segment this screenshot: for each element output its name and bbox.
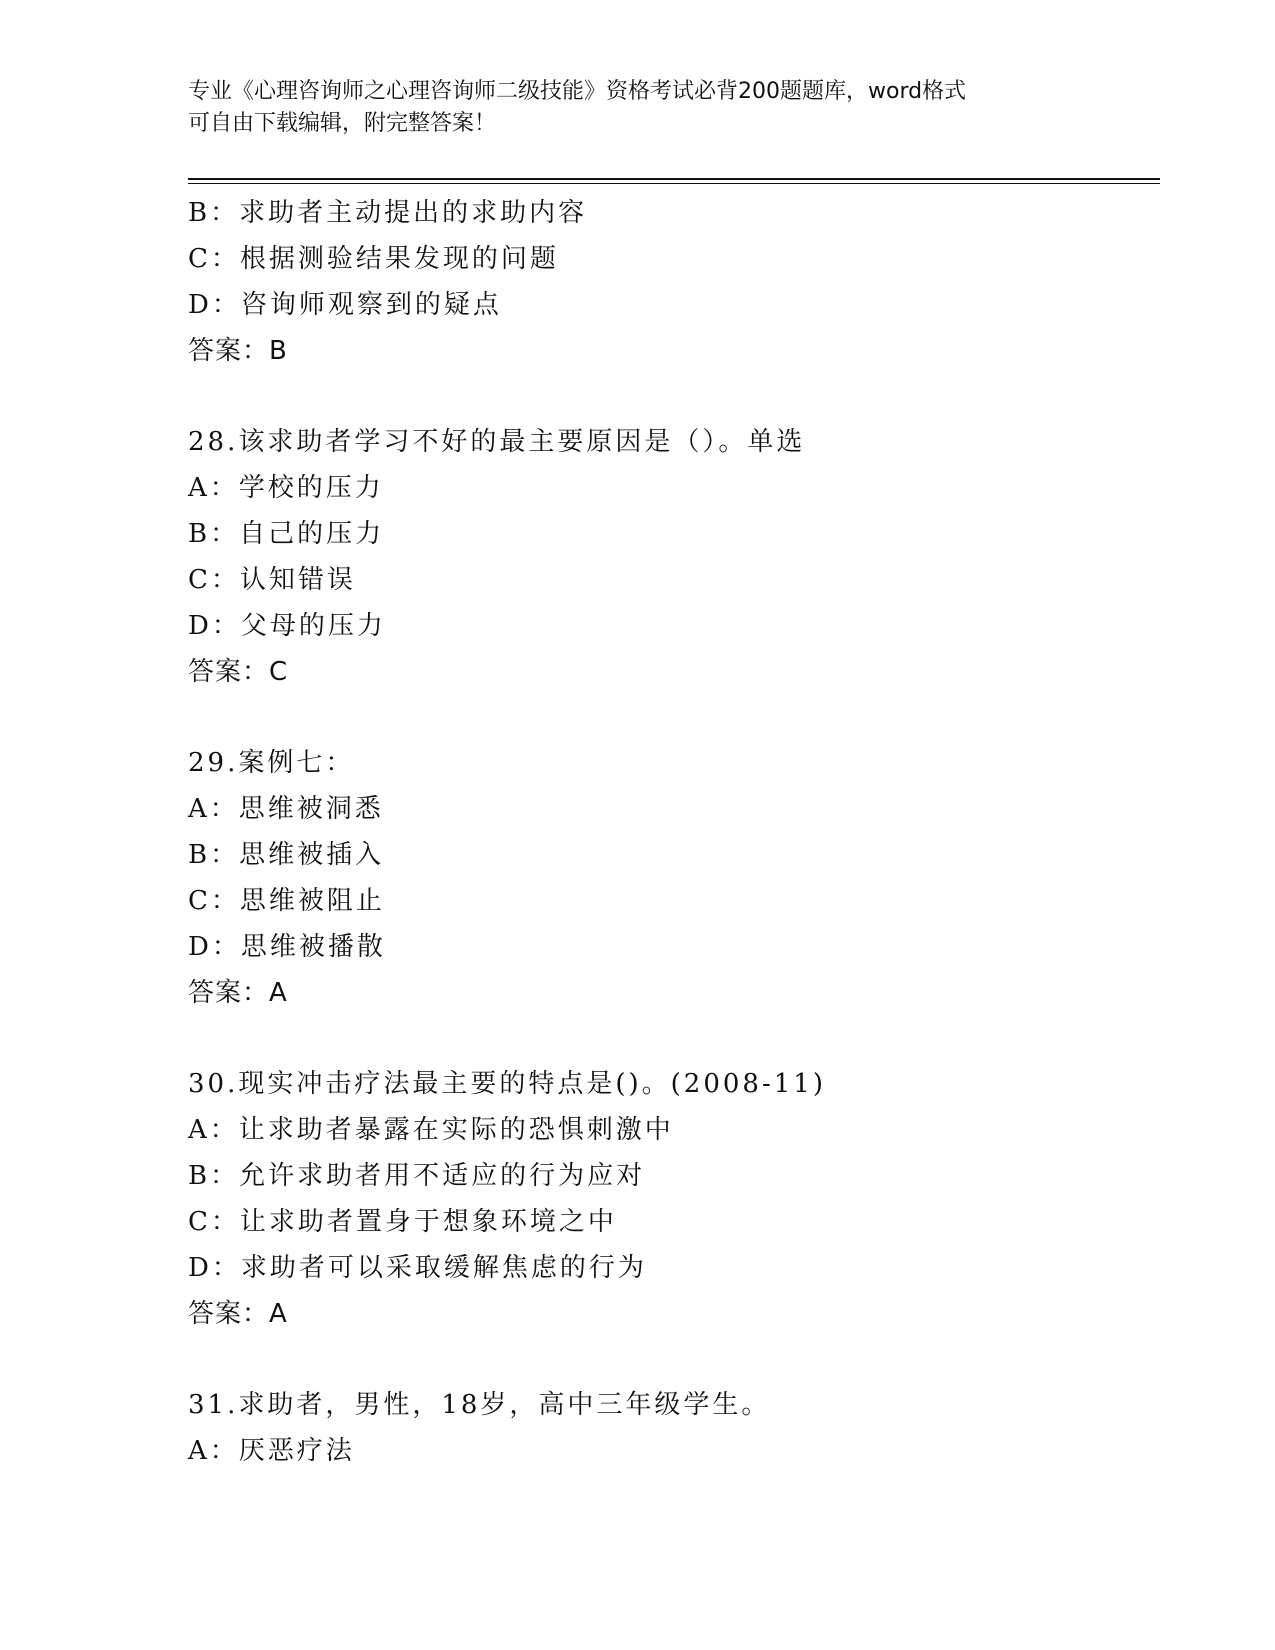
answer-line: 答案：A: [188, 978, 288, 1008]
question-block-27: [188, 190, 1148, 374]
question-text: 30.现实冲击疗法最主要的特点是()。(2008-11): [188, 1069, 826, 1099]
question-block-29: [188, 740, 1148, 1016]
answer-line: 答案：B: [188, 336, 288, 366]
answer-line: 答案：A: [188, 1299, 288, 1329]
spacer: [188, 1337, 1148, 1382]
option-c: C：根据测验结果发现的问题: [188, 244, 559, 274]
header-line-2: 可自由下载编辑，附完整答案！: [188, 111, 497, 136]
option-c: C：让求助者置身于想象环境之中: [188, 1207, 617, 1237]
header-divider-thick: [188, 178, 1160, 180]
answer-line: 答案：C: [188, 657, 289, 687]
question-list: [188, 190, 1148, 1474]
option-a: A：厌恶疗法: [188, 1436, 355, 1466]
option-b: B：求助者主动提出的求助内容: [188, 198, 588, 228]
spacer: [188, 374, 1148, 419]
spacer: [188, 1016, 1148, 1061]
option-a: A：让求助者暴露在实际的恐惧刺激中: [188, 1115, 674, 1145]
question-text: 28.该求助者学习不好的最主要原因是（）。单选: [188, 427, 806, 457]
header-line-1: 专业《心理咨询师之心理咨询师二级技能》资格考试必背200题题库，word格式: [188, 79, 967, 104]
question-text: 29.案例七：: [188, 748, 355, 778]
option-a: A：学校的压力: [188, 473, 384, 503]
option-d: D：求助者可以采取缓解焦虑的行为: [188, 1253, 647, 1283]
document-header: [188, 76, 1088, 140]
question-block-28: [188, 419, 1148, 695]
option-c: C：认知错误: [188, 565, 356, 595]
question-block-31: [188, 1382, 1148, 1474]
option-d: D：父母的压力: [188, 611, 386, 641]
option-d: D：咨询师观察到的疑点: [188, 290, 502, 320]
option-b: B：允许求助者用不适应的行为应对: [188, 1161, 646, 1191]
question-block-30: [188, 1061, 1148, 1337]
option-d: D：思维被播散: [188, 932, 386, 962]
option-b: B：自己的压力: [188, 519, 385, 549]
question-text: 31.求助者，男性，18岁，高中三年级学生。: [188, 1390, 771, 1420]
header-divider-thin: [188, 183, 1160, 184]
option-a: A：思维被洞悉: [188, 794, 384, 824]
spacer: [188, 695, 1148, 740]
option-b: B：思维被插入: [188, 840, 385, 870]
option-c: C：思维被阻止: [188, 886, 385, 916]
